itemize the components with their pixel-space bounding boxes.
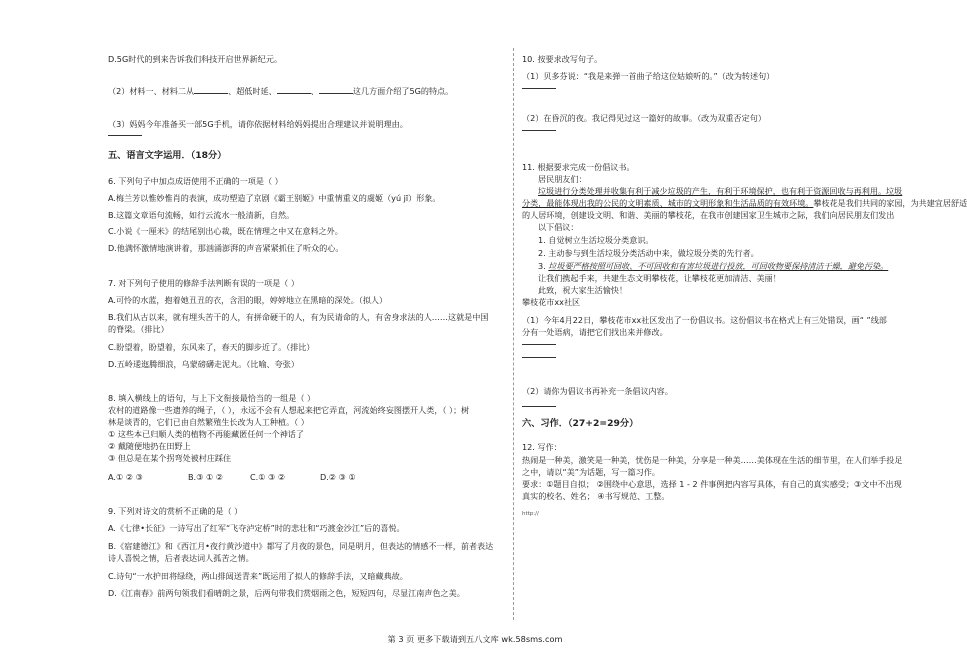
question-8: 8. 填入横线上的语句，与上下文衔接最恰当的一组是（ ）	[108, 393, 316, 403]
question-2: （2）材料一、材料二从 、超低时延、 、 这几方面介绍了5G的特点。	[108, 86, 454, 96]
choice-item: ① 这些本已归顺人类的植物不再能藏匿任何一个神话了	[108, 429, 304, 439]
option-c: C.① ③ ②	[250, 472, 286, 482]
passage-line: 林是谈青的，它们已由自然繁殖生长改为人工种植。（ ）	[108, 417, 309, 427]
proposal-item: 3. 垃圾要严格按照可回收、不可回收和有害垃圾进行投放，可回收物要保持清洁干燥，避免污染。	[538, 261, 889, 271]
option-b: B.我们从古以来，就有埋头苦干的人，有拼命硬干的人，有为民请命的人，有舍身求法的人……这就是中国	[108, 312, 489, 322]
prompt-line: 之中，请以“美”为话题，写一篇习作。	[522, 467, 660, 477]
passage-line: 农村的道路像一些遗养的绳子，（ ），永远不会有人想起来把它弄直，河流始终妄图摆开人类，（ ）；树	[108, 405, 470, 415]
letter-line: 让我们携起手来，共建生态文明攀枝花，让攀枝花更加清洁、美丽！	[538, 273, 781, 283]
subquestion-10-2: （2）在昏沉的夜。我记得见过这一篇好的故事。（改为双重否定句）	[522, 113, 766, 123]
option-d: D.② ③ ①	[320, 472, 356, 482]
answer-blank[interactable]	[522, 336, 556, 348]
option-line: D.5G时代的到来告诉我们科技开启世界新纪元。	[108, 54, 283, 64]
section-6-heading: 六、习作．（27+2=29分）	[522, 418, 639, 429]
proposal-item: 1. 自觉树立生活垃圾分类意识。	[538, 235, 654, 245]
option-c: C.诗句“一水护田将绿绕，两山排闼送青来”既运用了拟人的修辞手法，又暗藏典故。	[108, 571, 408, 581]
question-6: 6. 下列句子中加点成语使用不正确的一项是（ ）	[108, 176, 283, 186]
option-d: D.五岭逶迤腾细浪，乌蒙磅礴走泥丸。（比喻、夸张）	[108, 359, 299, 369]
question-3: （3）妈妈今年准备买一部5G手机，请你依据材料给妈妈提出合理建议并说明理由。	[108, 119, 408, 129]
choice-item: ② 戴随便地扔在田野上	[108, 441, 191, 451]
option-c: C.盼望着，盼望着，东风来了，春天的脚步近了。（排比）	[108, 342, 315, 352]
letter-line: 此致，祝大家生活愉快！	[538, 285, 628, 295]
question-9: 9. 下列对诗文的赏析不正确的是（ ）	[108, 506, 243, 516]
answer-blank[interactable]	[319, 85, 353, 94]
option-a: A.① ② ③	[108, 472, 143, 482]
option-b: B.《宿建德江》和《西江月•夜行黄沙道中》都写了月夜的景色，同是明月，但表达的情感不一样，前者表达	[108, 541, 494, 551]
answer-blank[interactable]	[522, 398, 556, 410]
option-b-cont: 诗人喜悦之情，后者表达词人孤苦之情。	[108, 553, 254, 563]
option-a: A.可怜的水蓝，抱着她丑丑的衣，含泪的眼，婷婷地立在黑暗的深处。（拟人）	[108, 295, 388, 305]
answer-blank[interactable]	[522, 122, 556, 134]
answer-blank[interactable]	[194, 85, 228, 94]
option-b: B.③ ① ②	[188, 472, 224, 482]
option-a: A.《七律•长征》一诗写出了红军“飞夺泸定桥”时的悲壮和“巧渡金沙江”后的喜悦。	[108, 523, 405, 533]
requirements-line: 要求：①题目自拟； ②围绕中心意思，选择 1 - 2 件事例把内容写具体，有自己的真实感受；③文中不出现	[522, 479, 902, 489]
answer-blank[interactable]	[277, 85, 311, 94]
option-a: A.梅兰芳以惟妙惟肖的表演，成功塑造了京剧《霸王别姬》中重情重义的虞姬（yú jī）形象。	[108, 193, 441, 203]
subquestion-10-1: （1）贝多芬说：“我是来弹一首曲子给这位姑娘听的。”（改为转述句）	[522, 71, 775, 81]
option-d: D.《江南春》前两句领我们看晴朗之景，后两句带我们赏烟雨之色，短短四句，尽显江南声色之美。	[108, 588, 465, 598]
question-7: 7. 对下列句子使用的修辞手法判断有误的一项是（ ）	[108, 278, 299, 288]
answer-blank[interactable]	[522, 80, 556, 92]
letter-line: 的人居环境，创建设文明、和谐、美丽的攀枝花，在我市创建国家卫生城市之际，我们向居民朋友们发出	[522, 210, 895, 220]
option-b: B.这篇文章语句流畅，如行云流水一般清新，自然。	[108, 210, 295, 220]
page-footer: 第 3 页 更多下载请到五八文库 wk.58sms.com	[387, 634, 563, 644]
column-divider	[513, 48, 514, 620]
letter-line: 分类，最能体现出我的公民的文明素质、城市的文明形象和生活品质的有效环境。攀枝花是我们共同的家园，为共建宜居舒适	[522, 198, 967, 208]
proposal-item: 2. 主动参与到生活垃圾分类活动中来，做垃圾分类的先行者。	[538, 248, 759, 258]
option-b-cont: 的脊梁。（排比）	[108, 324, 169, 334]
option-d: D.他满怀激情地演讲着，那汹涌澎湃的声音紧紧抓住了听众的心。	[108, 243, 344, 253]
subquestion-11-1: （1）今年4月22日，攀枝花市xx社区发出了一份倡议书。这份倡议书在格式上有三处错误，画“ ”线部	[522, 315, 887, 325]
url-text: http://	[522, 511, 539, 517]
subquestion-11-2: （2）请你为倡议书再补充一条倡议内容。	[522, 386, 673, 396]
requirements-line: 真实的校名、姓名； ④书写规范、工整。	[522, 491, 670, 501]
question-10: 10. 按要求改写句子。	[522, 54, 603, 64]
letter-greeting: 居民朋友们：	[538, 174, 587, 184]
section-5-heading: 五、语言文字运用．（18分）	[108, 150, 227, 161]
choice-item: ③ 但总是在某个拐弯处被村庄踩住	[108, 453, 232, 463]
option-c: C.小说《一厘米》的结尾别出心裁，既在情理之中又在意料之外。	[108, 226, 343, 236]
answer-blank[interactable]	[108, 127, 142, 139]
prompt-line: 热闹是一种美，激笑是一种美，忧伤是一种美，分享是一种美……美体现在生活的细节里，在人们举手投足	[522, 455, 903, 465]
letter-line: 垃圾进行分类处理并收集有利于减少垃圾的产生，有利于环境保护，也有利于资源回收与再利用。垃圾	[538, 186, 903, 196]
question-12: 12. 写作：	[522, 442, 562, 452]
subquestion-11-1-cont: 分有一处语病，请把它们找出来并修改。	[522, 327, 668, 337]
question-11: 11. 根据要求完成一份倡议书。	[522, 162, 635, 172]
letter-line: 以下倡议：	[538, 222, 579, 232]
answer-blank[interactable]	[522, 349, 556, 361]
letter-signature: 攀枝花市xx社区	[522, 297, 581, 307]
